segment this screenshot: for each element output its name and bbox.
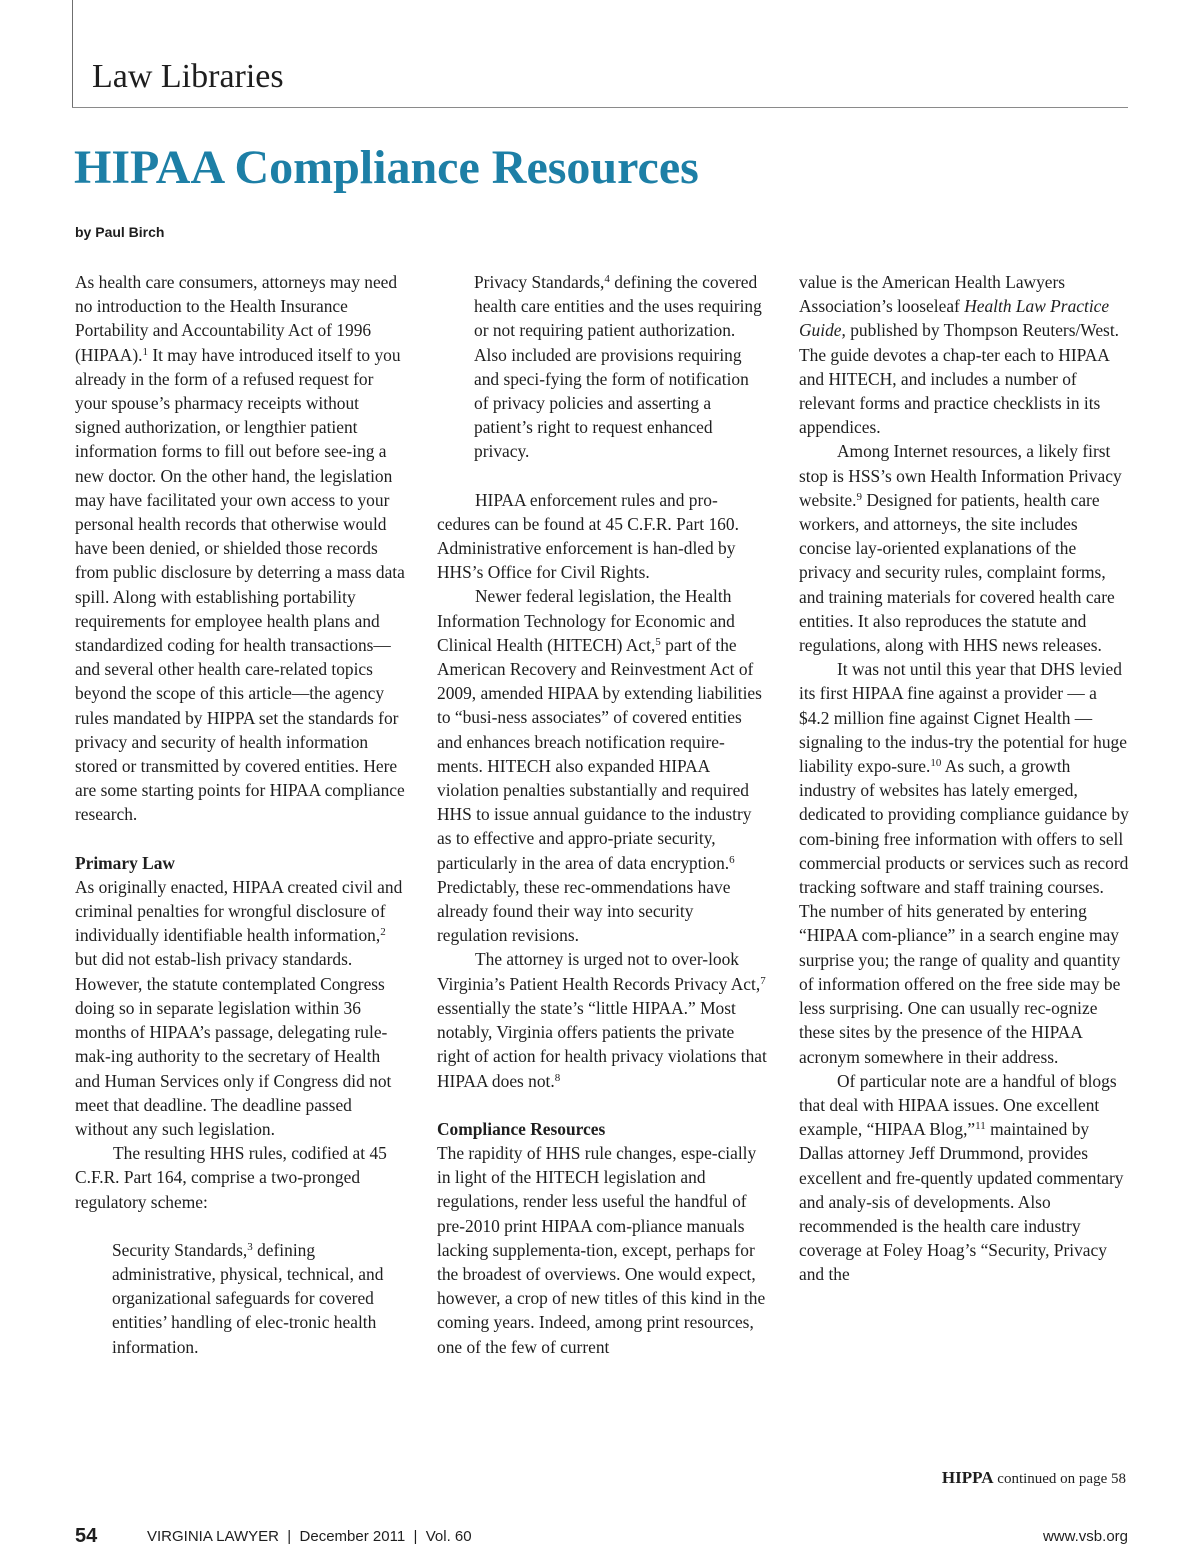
footnote-ref-10: 10 (930, 757, 942, 770)
continued-text: continued on page 58 (993, 1471, 1126, 1487)
compliance-resources-paragraph: The rapidity of HHS rule changes, espe-cially in light of the HITECH legislation and regulations, render less useful the handful of pre-2010 print HIPAA com-pliance manuals lacking supplementa-tion, except, perhaps for the broadest of overviews. One would expect, however, a crop of new titles of this kind in the coming years. Indeed, among print resources, one of the few of current (437, 1142, 766, 1357)
footnote-ref-4: 4 (604, 273, 610, 285)
footnote-ref-8: 8 (554, 1071, 561, 1084)
byline: by Paul Birch (75, 224, 165, 240)
book-title: Health Law Practice Guide (799, 296, 1110, 341)
subheading-compliance-resources: Compliance Resources (437, 1118, 606, 1139)
text-run: The attorney is urged not to over-look Virginia’s Patient Health Records Privacy Act, (437, 949, 761, 994)
text-run: Newer federal legislation, the Health Information Technology for Economic and Clinical Health (HITECH) Act, (437, 586, 735, 655)
text-run: It was not until this year that DHS levied its first HIPAA fine against a provider — a $4.2 million fine against Cignet Health — signaling to the indus-try the potential for huge liability expo-sure. (799, 659, 1127, 777)
footnote-ref-11: 11 (975, 1120, 986, 1133)
hitech-paragraph (437, 584, 767, 947)
text-run: defining administrative, physical, technical, and organizational safeguards for covered entities’ handling of elec-tronic health information. (112, 1239, 384, 1357)
text-run: value is the American Health Lawyers Association’s looseleaf (799, 272, 1066, 317)
page-number: 54 (75, 1525, 98, 1547)
header-horizontal-rule (72, 107, 1128, 108)
security-standards-quote (75, 1238, 405, 1359)
primary-law-paragraph (75, 875, 405, 1141)
text-run: It may have introduced itself to you already in the form of a refused request for your spouse’s pharmacy receipts without signed authorization, or lengthier patient information forms to fill out before see-ing a new doctor. On the other hand, the legislation may have facilitated your own access to your personal health records that otherwise would have been denied, or shielded those records from public disclosure by deterring a mass data spill. Along with establishing portability requirements for employee health plans and standardized coding for health transactions—and several other health care-related topics beyond the scope of this article—the agency rules mandated by HIPPA set the standards for privacy and security of health information stored or transmitted by covered entities. Here are some starting points for HIPAA compliance research. (75, 344, 405, 825)
subheading-primary-law: Primary Law (75, 852, 175, 873)
text-run: As such, a growth industry of websites has lately emerged, dedicated to providing compliance guidance by com-bining free information with offers to sell commercial products or services such as record tracking software and staff training courses. The number of hits generated by entering “HIPAA com-pliance” in a search engine may surprise you; the range of quality and quantity of information offered on the free side may be less surprising. One can usually rec-ognize these sites by the presence of the HIPAA acronym somewhere in their address. (799, 756, 1129, 1067)
text-run: maintained by Dallas attorney Jeff Drummond, provides excellent and fre-quently updated commentary and analy-sis of developments. Also recommended is the health care industry coverage at Foley Hoag’s “Security, Privacy and the (799, 1119, 1124, 1285)
text-run: defining the covered health care entities and the uses requiring or not requiring patient authorization. Also included are provisions requiring and speci-fying the form of notification of privacy policies and asserting a patient’s right to request enhanced privacy. (474, 272, 762, 462)
text-run: Security Standards, (112, 1239, 248, 1260)
privacy-standards-quote (437, 270, 767, 464)
text-run: part of the American Recovery and Reinvestment Act of 2009, amended HIPAA by extending liabilities to “busi-ness associates” of covered entities and enhances breach notification require-ments. HITECH also expanded HIPAA violation penalties substantially and required HHS to issue annual guidance to the industry as to effective and appro-priate security, particularly in the area of data encryption. (437, 634, 762, 873)
text-run: Privacy Standards, (474, 272, 605, 292)
text-run: Designed for patients, health care workers, and attorneys, the site includes concise lay-oriented explanations of the privacy and security rules, complaint forms, and training materials for covered health care entities. It also reproduces the statute and regulations, along with HHS news releases. (799, 489, 1115, 656)
footnote-ref-6: 6 (729, 853, 735, 866)
footnote-ref-5: 5 (655, 635, 661, 648)
footnote-ref-2: 2 (380, 926, 386, 939)
footnote-ref-3: 3 (247, 1240, 253, 1253)
blogs-paragraph (799, 1069, 1129, 1287)
continued-keyword: HIPPA (941, 1468, 994, 1487)
text-run: As originally enacted, HIPAA created civil and criminal penalties for wrongful disclosure of individually identifiable health information, (75, 876, 403, 946)
print-resources-paragraph (799, 270, 1129, 439)
section-label: Law Libraries (92, 58, 284, 95)
publication-info: VIRGINIA LAWYER | December 2011 | Vol. 60 (147, 1528, 472, 1545)
text-run: As health care consumers, attorneys may need no introduction to the Health Insurance Portability and Accountability Act of 1996 (HIPAA). (75, 272, 398, 365)
footnote-ref-1: 1 (142, 345, 148, 358)
article-column-3 (799, 270, 1129, 1287)
hhs-rules-paragraph: The resulting HHS rules, codified at 45 C.F.R. Part 164, comprise a two-pronged regulatory scheme: (75, 1143, 387, 1212)
enforcement-paragraph: HIPAA enforcement rules and pro-cedures can be found at 45 C.F.R. Part 160. Administrative enforcement is han-dled by HHS’s Office for Civil Rights. (437, 489, 739, 583)
article-column-2 (437, 270, 767, 1359)
article-column-1 (75, 270, 405, 1359)
intro-paragraph (75, 270, 405, 827)
text-run: essentially the state’s “little HIPAA.” Most notably, Virginia offers patients the private right of action for health privacy violations that HIPAA does not. (437, 997, 767, 1091)
text-run: Among Internet resources, a likely first stop is HSS’s own Health Information Privacy website. (799, 441, 1122, 510)
website-link[interactable]: www.vsb.org (1042, 1528, 1128, 1545)
text-run: Predictably, these rec-ommendations have already found their way into security regulation revisions. (437, 876, 731, 946)
footnote-ref-9: 9 (856, 490, 862, 503)
header-vertical-rule (72, 0, 73, 108)
text-run: Of particular note are a handful of blogs that deal with HIPAA issues. One excellent example, “HIPAA Blog,” (799, 1070, 1117, 1140)
text-run: , published by Thompson Reuters/West. The guide devotes a chap-ter each to HIPAA and HITECH, and includes a number of relevant forms and practice checklists in its appendices. (799, 320, 1119, 438)
virginia-act-paragraph (437, 947, 767, 1092)
text-run: but did not estab-lish privacy standards. However, the statute contemplated Congress doing so in separate legislation within 36 months of HIPAA’s passage, delegating rule-mak-ing authority to the secretary of Health and Human Services only if Congress did not meet that deadline. The deadline passed without any such legislation. (75, 949, 392, 1139)
fine-paragraph (799, 657, 1129, 1068)
continued-notice (942, 1468, 1126, 1488)
article-title: HIPAA Compliance Resources (74, 141, 699, 194)
internet-resources-paragraph (799, 439, 1129, 657)
footnote-ref-7: 7 (760, 974, 766, 987)
